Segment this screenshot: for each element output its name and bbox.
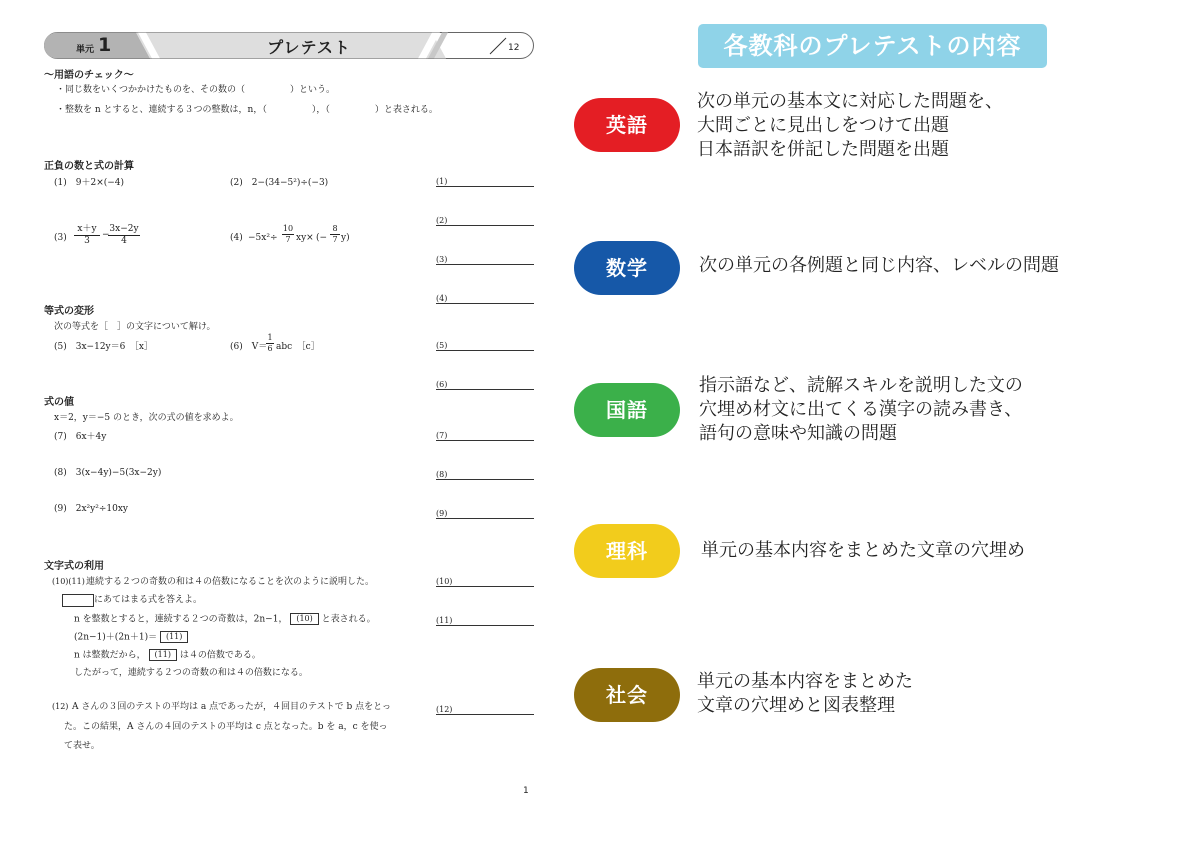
subject-description-science <box>701 539 1025 563</box>
subject-description-japanese <box>699 374 1023 446</box>
explanation-line-4: したがって，連続する２つの奇数の和は４の倍数になる。 <box>74 668 308 678</box>
subject-badge-japanese: 国語 <box>574 383 680 437</box>
question-4-part-2: xy× <box>296 233 314 243</box>
answer-line-4[interactable] <box>436 303 534 304</box>
section-heading-value: 式の値 <box>44 397 74 408</box>
question-4-paren-close: y) <box>341 233 350 243</box>
worksheet-title: プレテスト <box>267 38 351 57</box>
fraction-denominator: 3 <box>84 236 90 246</box>
question-12-line-3: て表せ。 <box>64 741 100 751</box>
explanation-line-1 <box>74 613 376 626</box>
answer-line-6[interactable] <box>436 389 534 390</box>
description-line: 単元の基本内容をまとめた文章の穴埋め <box>701 540 1025 561</box>
fill-instruction: にあてはまる式を答えよ。 <box>94 595 203 605</box>
question-6-part-1: (6) V＝ <box>230 342 268 352</box>
answer-line-2[interactable] <box>436 225 534 226</box>
answer-label-4: (4) <box>436 294 448 303</box>
question-10-11-label: (10)(11) <box>52 577 85 586</box>
description-line: 語句の意味や知識の問題 <box>699 423 897 444</box>
question-3-label: (3) <box>54 233 67 243</box>
terms-check-heading: ～用語のチェック～ <box>44 70 134 81</box>
question-5: (5) 3x−12y＝6 ［x］ <box>54 342 153 352</box>
description-line: 指示語など、読解スキルを説明した文の <box>699 375 1023 396</box>
answer-box-11-ref: (11) <box>149 649 177 661</box>
answer-label-7: (7) <box>436 431 448 440</box>
section-heading-equation: 等式の変形 <box>44 306 94 317</box>
section-heading-calculation: 正負の数と式の計算 <box>44 161 134 172</box>
description-line: 文章の穴埋めと図表整理 <box>697 695 895 716</box>
question-6-part-2: abc ［c］ <box>276 342 320 352</box>
answer-label-8: (8) <box>436 470 448 479</box>
terms-check-line-2: ・整数を n とすると、連続する３つの整数は，n，（ ），（ ）と表される。 <box>56 105 438 115</box>
unit-number: 1 <box>98 34 112 56</box>
answer-label-12: (12) <box>436 705 453 714</box>
fraction-numerator: 3x−2y <box>109 224 139 234</box>
section3-instruction: x＝2，y＝−5 のとき，次の式の値を求めよ。 <box>54 413 239 423</box>
answer-line-10[interactable] <box>436 586 534 587</box>
answer-label-11: (11) <box>436 616 453 625</box>
question-1: (1) 9＋2×(−4) <box>54 178 125 188</box>
description-line: 日本語訳を併記した問題を出題 <box>697 139 949 160</box>
subject-description-math <box>699 254 1059 278</box>
question-10-11-text: 連続する２つの奇数の和は４の倍数になることを次のように説明した。 <box>86 577 375 587</box>
fraction-denominator: 6 <box>267 344 273 353</box>
explanation-line-3-end: は４の倍数である。 <box>179 650 261 661</box>
fraction-denominator: 4 <box>121 236 127 246</box>
summary-banner: 各教科のプレテストの内容 <box>698 24 1047 68</box>
question-2: (2) 2−(34−5²)÷(−3) <box>230 178 329 188</box>
answer-line-9[interactable] <box>436 518 534 519</box>
answer-label-10: (10) <box>436 577 453 586</box>
subject-badge-science: 理科 <box>574 524 680 578</box>
unit-label: 単元 <box>76 45 95 55</box>
answer-box-11: (11) <box>160 631 188 643</box>
section-heading-application: 文字式の利用 <box>44 561 104 572</box>
subject-badge-social: 社会 <box>574 668 680 722</box>
answer-line-5[interactable] <box>436 350 534 351</box>
score-denominator: 12 <box>508 43 520 53</box>
question-3-fraction-1 <box>74 224 100 247</box>
explanation-line-2 <box>74 631 188 644</box>
question-8: (8) 3(x−4y)−5(3x−2y) <box>54 468 162 478</box>
description-line: 大問ごとに見出しをつけて出題 <box>697 115 949 136</box>
description-line: 穴埋め材文に出てくる漢字の読み書き、 <box>699 399 1023 420</box>
terms-check-line-1: ・同じ数をいくつかかけたものを、その数の（ ）という。 <box>56 85 336 95</box>
answer-line-7[interactable] <box>436 440 534 441</box>
question-12-line-2: た。この結果，A さんの４回のテストの平均は c 点となった。b を a，c を使っ <box>64 722 388 732</box>
question-3-fraction-2 <box>108 224 140 247</box>
question-6-fraction <box>266 333 274 354</box>
question-4-label: (4) <box>230 233 243 243</box>
answer-label-1: (1) <box>436 177 448 186</box>
answer-line-12[interactable] <box>436 714 534 715</box>
fraction-numerator: 1 <box>267 333 273 342</box>
description-line: 単元の基本内容をまとめた <box>697 671 913 692</box>
explanation-line-1-end: と表される。 <box>321 614 376 625</box>
worksheet-header <box>44 32 534 59</box>
explanation-line-1-text: n を整数とすると，連続する２つの奇数は，2n−1， <box>74 614 288 625</box>
answer-line-11[interactable] <box>436 625 534 626</box>
question-7: (7) 6x＋4y <box>54 432 107 442</box>
answer-box-10: (10) <box>290 613 318 625</box>
question-9: (9) 2x²y²÷10xy <box>54 504 129 514</box>
answer-line-8[interactable] <box>436 479 534 480</box>
answer-label-6: (6) <box>436 380 448 389</box>
description-line: 次の単元の基本文に対応した問題を、 <box>697 91 1003 112</box>
question-4-part-1: −5x²÷ <box>248 233 278 243</box>
question-4-fraction-2 <box>330 224 340 245</box>
question-4-paren-open: (− <box>316 233 328 243</box>
subject-description-social <box>697 670 913 718</box>
answer-label-9: (9) <box>436 509 448 518</box>
section2-instruction: 次の等式を［ ］の文字について解け。 <box>54 322 216 332</box>
answer-label-3: (3) <box>436 255 448 264</box>
question-12-label: (12) <box>52 702 69 711</box>
subject-badge-math: 数学 <box>574 241 680 295</box>
explanation-line-3-text: n は整数だから， <box>74 650 146 661</box>
explanation-line-3 <box>74 649 261 662</box>
explanation-line-2-text: (2n−1)＋(2n＋1)＝ <box>74 632 158 643</box>
answer-label-5: (5) <box>436 341 448 350</box>
blank-box-sample <box>62 594 94 607</box>
subject-description-english <box>697 90 1003 162</box>
page-number: 1 <box>523 786 529 796</box>
subject-badge-english: 英語 <box>574 98 680 152</box>
fraction-numerator: 10 <box>282 224 294 233</box>
question-12-line-1: A さんの３回のテストの平均は a 点であったが，４回目のテストで b 点をとっ <box>72 702 391 712</box>
answer-line-3[interactable] <box>436 264 534 265</box>
fraction-numerator: x＋y <box>74 224 100 236</box>
answer-line-1[interactable] <box>436 186 534 187</box>
description-line: 次の単元の各例題と同じ内容、レベルの問題 <box>699 255 1059 276</box>
question-4-fraction-1 <box>282 224 294 245</box>
fraction-numerator: 8 <box>330 224 340 235</box>
question-3-minus: − <box>102 230 110 240</box>
fraction-denominator: 7 <box>285 235 291 244</box>
answer-label-2: (2) <box>436 216 448 225</box>
fraction-denominator: 7 <box>332 235 338 244</box>
